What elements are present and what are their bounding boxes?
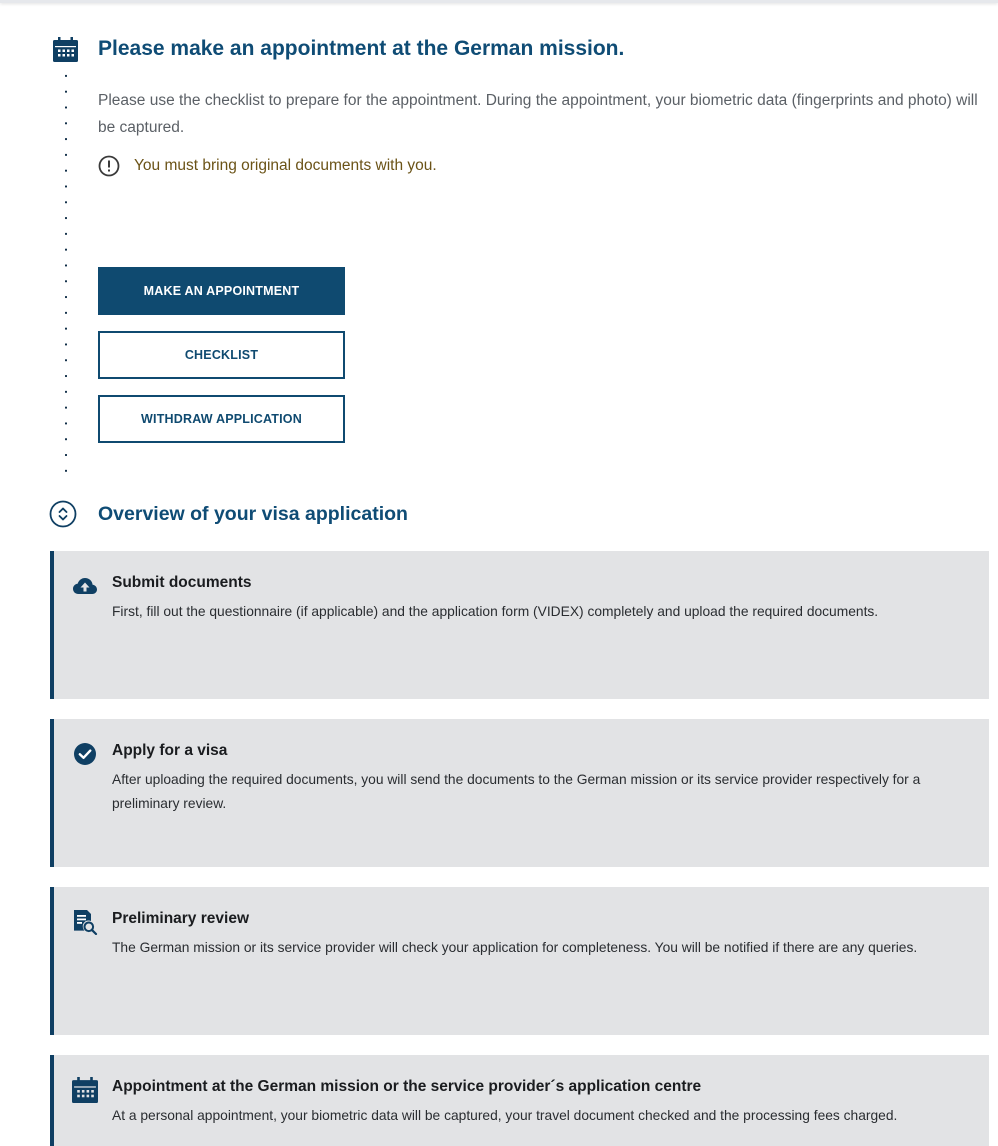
checklist-button[interactable]: CHECKLIST: [98, 331, 345, 379]
calendar-icon: [72, 1077, 98, 1103]
step-title: Preliminary review: [112, 910, 249, 927]
check-circle-icon: [72, 741, 98, 767]
withdraw-application-button[interactable]: WITHDRAW APPLICATION: [98, 395, 345, 443]
step-description: First, fill out the questionnaire (if applicable) and the application form (VIDEX) completely and upload the required documents.: [112, 604, 879, 619]
timeline-dotted-line: [65, 68, 67, 480]
cloud-upload-icon: [72, 573, 98, 599]
overview-title: Overview of your visa application: [98, 503, 408, 525]
step-title: Apply for a visa: [112, 742, 228, 759]
step-title: Appointment at the German mission or the service provider´s application centre: [112, 1078, 702, 1095]
step-description: After uploading the required documents, you will send the documents to the German mission or its service provider respectively for a preliminary review.: [112, 772, 921, 811]
expand-collapse-icon[interactable]: [49, 500, 77, 528]
step-submit-documents: [50, 551, 989, 699]
document-search-icon: [72, 909, 98, 935]
step-description: At a personal appointment, your biometric data will be captured, your travel document checked and the processing fees charged.: [112, 1108, 898, 1123]
make-appointment-button[interactable]: MAKE AN APPOINTMENT: [98, 267, 345, 315]
calendar-icon: [53, 37, 78, 62]
header-shadow: [0, 0, 998, 3]
original-documents-warning: [98, 153, 437, 179]
appointment-description: Please use the checklist to prepare for the appointment. During the appointment, your biometric data (fingerprints and photo) will be captured.: [98, 92, 978, 136]
appointment-title: Please make an appointment at the German mission.: [98, 37, 625, 60]
step-preliminary-review: [50, 887, 989, 1035]
step-description: The German mission or its service provider will check your application for completeness. You will be notified if there are any queries.: [112, 940, 918, 955]
step-apply-for-visa: [50, 719, 989, 867]
warning-text: You must bring original documents with you.: [134, 157, 437, 174]
step-appointment: [50, 1055, 989, 1146]
warning-circle-icon: [98, 155, 120, 177]
step-title: Submit documents: [112, 574, 252, 591]
